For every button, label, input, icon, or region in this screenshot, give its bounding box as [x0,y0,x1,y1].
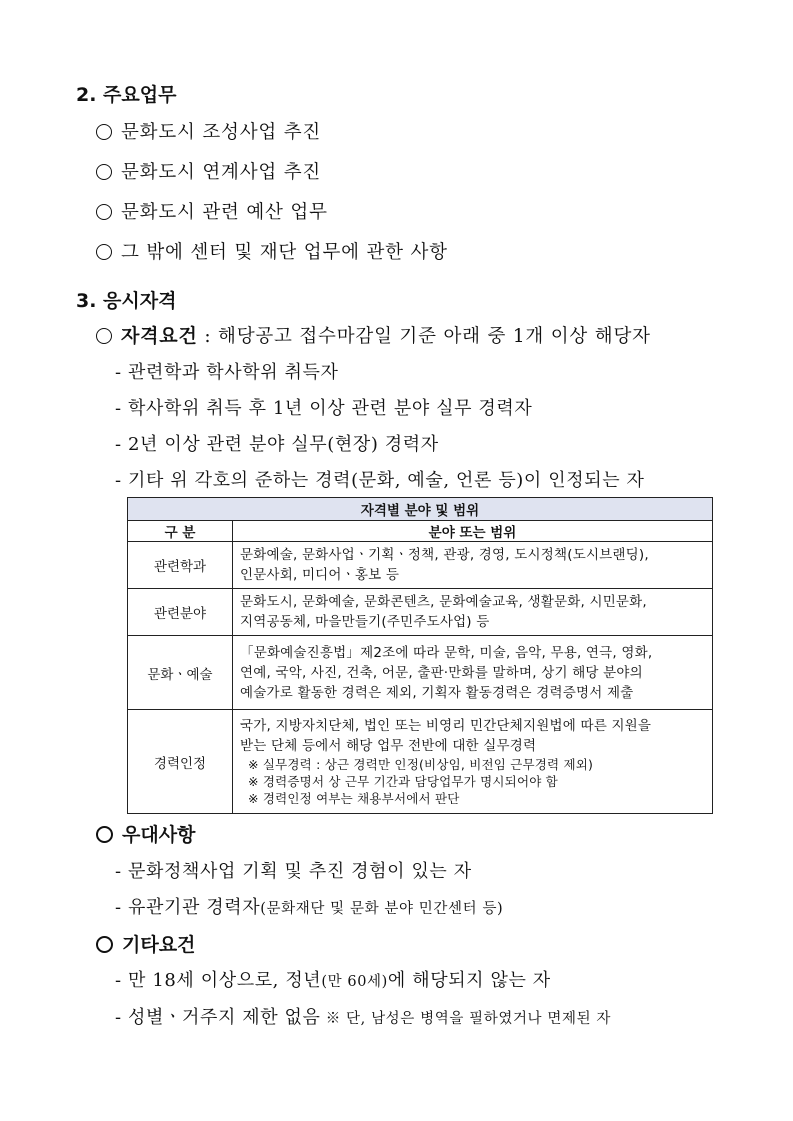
list-item: - 성별ㆍ거주지 제한 없음 ※ 단, 남성은 병역을 필하였거나 면제된 자 [115,1007,612,1028]
table-cell-category: 관련분야 [128,589,233,636]
circle-bullet-icon [96,244,112,260]
other-heading: 기타요건 [96,930,195,957]
table-cell-scope: 문화예술, 문화사업ㆍ기획ㆍ정책, 관광, 경영, 도시정책(도시브랜딩), 인문사회, 미디어ㆍ홍보 등 [233,542,713,589]
list-item: - 유관기관 경력자(문화재단 및 문화 분야 민간센터 등) [115,897,504,918]
table-row [128,636,713,710]
requirement-heading [96,321,651,348]
table-cell-category: 문화ㆍ예술 [128,636,233,710]
qualification-table [127,497,713,814]
list-item: 문화도시 관련 예산 업무 [96,198,328,224]
list-item: 문화도시 조성사업 추진 [96,118,321,144]
circle-bullet-icon [96,826,113,843]
table-header-category: 구 분 [128,521,233,542]
list-item: - 기타 위 각호의 준하는 경력(문화, 예술, 언론 등)이 인정되는 자 [115,470,645,491]
table-row [128,542,713,589]
circle-bullet-icon [96,164,112,180]
requirement-text: : 해당공고 접수마감일 기준 아래 중 1개 이상 해당자 [204,326,651,347]
table-cell-scope: 문화도시, 문화예술, 문화콘텐츠, 문화예술교육, 생활문화, 시민문화, 지역공동체, 마을만들기(주민주도사업) 등 [233,589,713,636]
circle-bullet-icon [96,204,112,220]
circle-bullet-icon [96,328,112,344]
circle-bullet-icon [96,124,112,140]
section3-title: 3. 응시자격 [76,290,177,312]
preference-heading: 우대사항 [96,820,195,847]
table-cell-scope: 「문화예술진흥법」제2조에 따라 문학, 미술, 음악, 무용, 연극, 영화, 연예, 국악, 사진, 건축, 어문, 출판·만화를 말하며, 상기 해당 분야의 예술가로 활동한 경력은 제외, 기획자 활동경력은 경력증명서 제출 [233,636,713,710]
table-header-scope: 분야 또는 범위 [233,521,713,542]
section2-title: 2. 주요업무 [76,84,177,106]
table-cell-category: 관련학과 [128,542,233,589]
table-cell-category: 경력인정 [128,710,233,814]
table-row [128,710,713,814]
list-item: 문화도시 연계사업 추진 [96,158,321,184]
list-item: 그 밖에 센터 및 재단 업무에 관한 사항 [96,238,448,264]
list-item: - 문화정책사업 기획 및 추진 경험이 있는 자 [115,861,472,882]
list-item: - 관련학과 학사학위 취득자 [115,362,339,383]
requirement-label: 자격요건 [121,325,198,347]
circle-bullet-icon [96,936,113,953]
table-caption: 자격별 분야 및 범위 [128,498,713,521]
list-item: - 학사학위 취득 후 1년 이상 관련 분야 실무 경력자 [115,398,533,419]
table-cell-scope: 국가, 지방자치단체, 법인 또는 비영리 민간단체지원법에 따른 지원을 받는 단체 등에서 해당 업무 전반에 대한 실무경력 ※ 실무경력 : 상근 경력만 인정(비상임, 비전임 근무경력 제외) ※ 경력증명서 상 근무 기간과 담당업무가 명시되어야 함 ※ 경력인정 여부는 채용부서에서 판단 [233,710,713,814]
table-row [128,589,713,636]
list-item: - 만 18세 이상으로, 정년(만 60세)에 해당되지 않는 자 [115,970,551,991]
list-item: - 2년 이상 관련 분야 실무(현장) 경력자 [115,434,439,455]
